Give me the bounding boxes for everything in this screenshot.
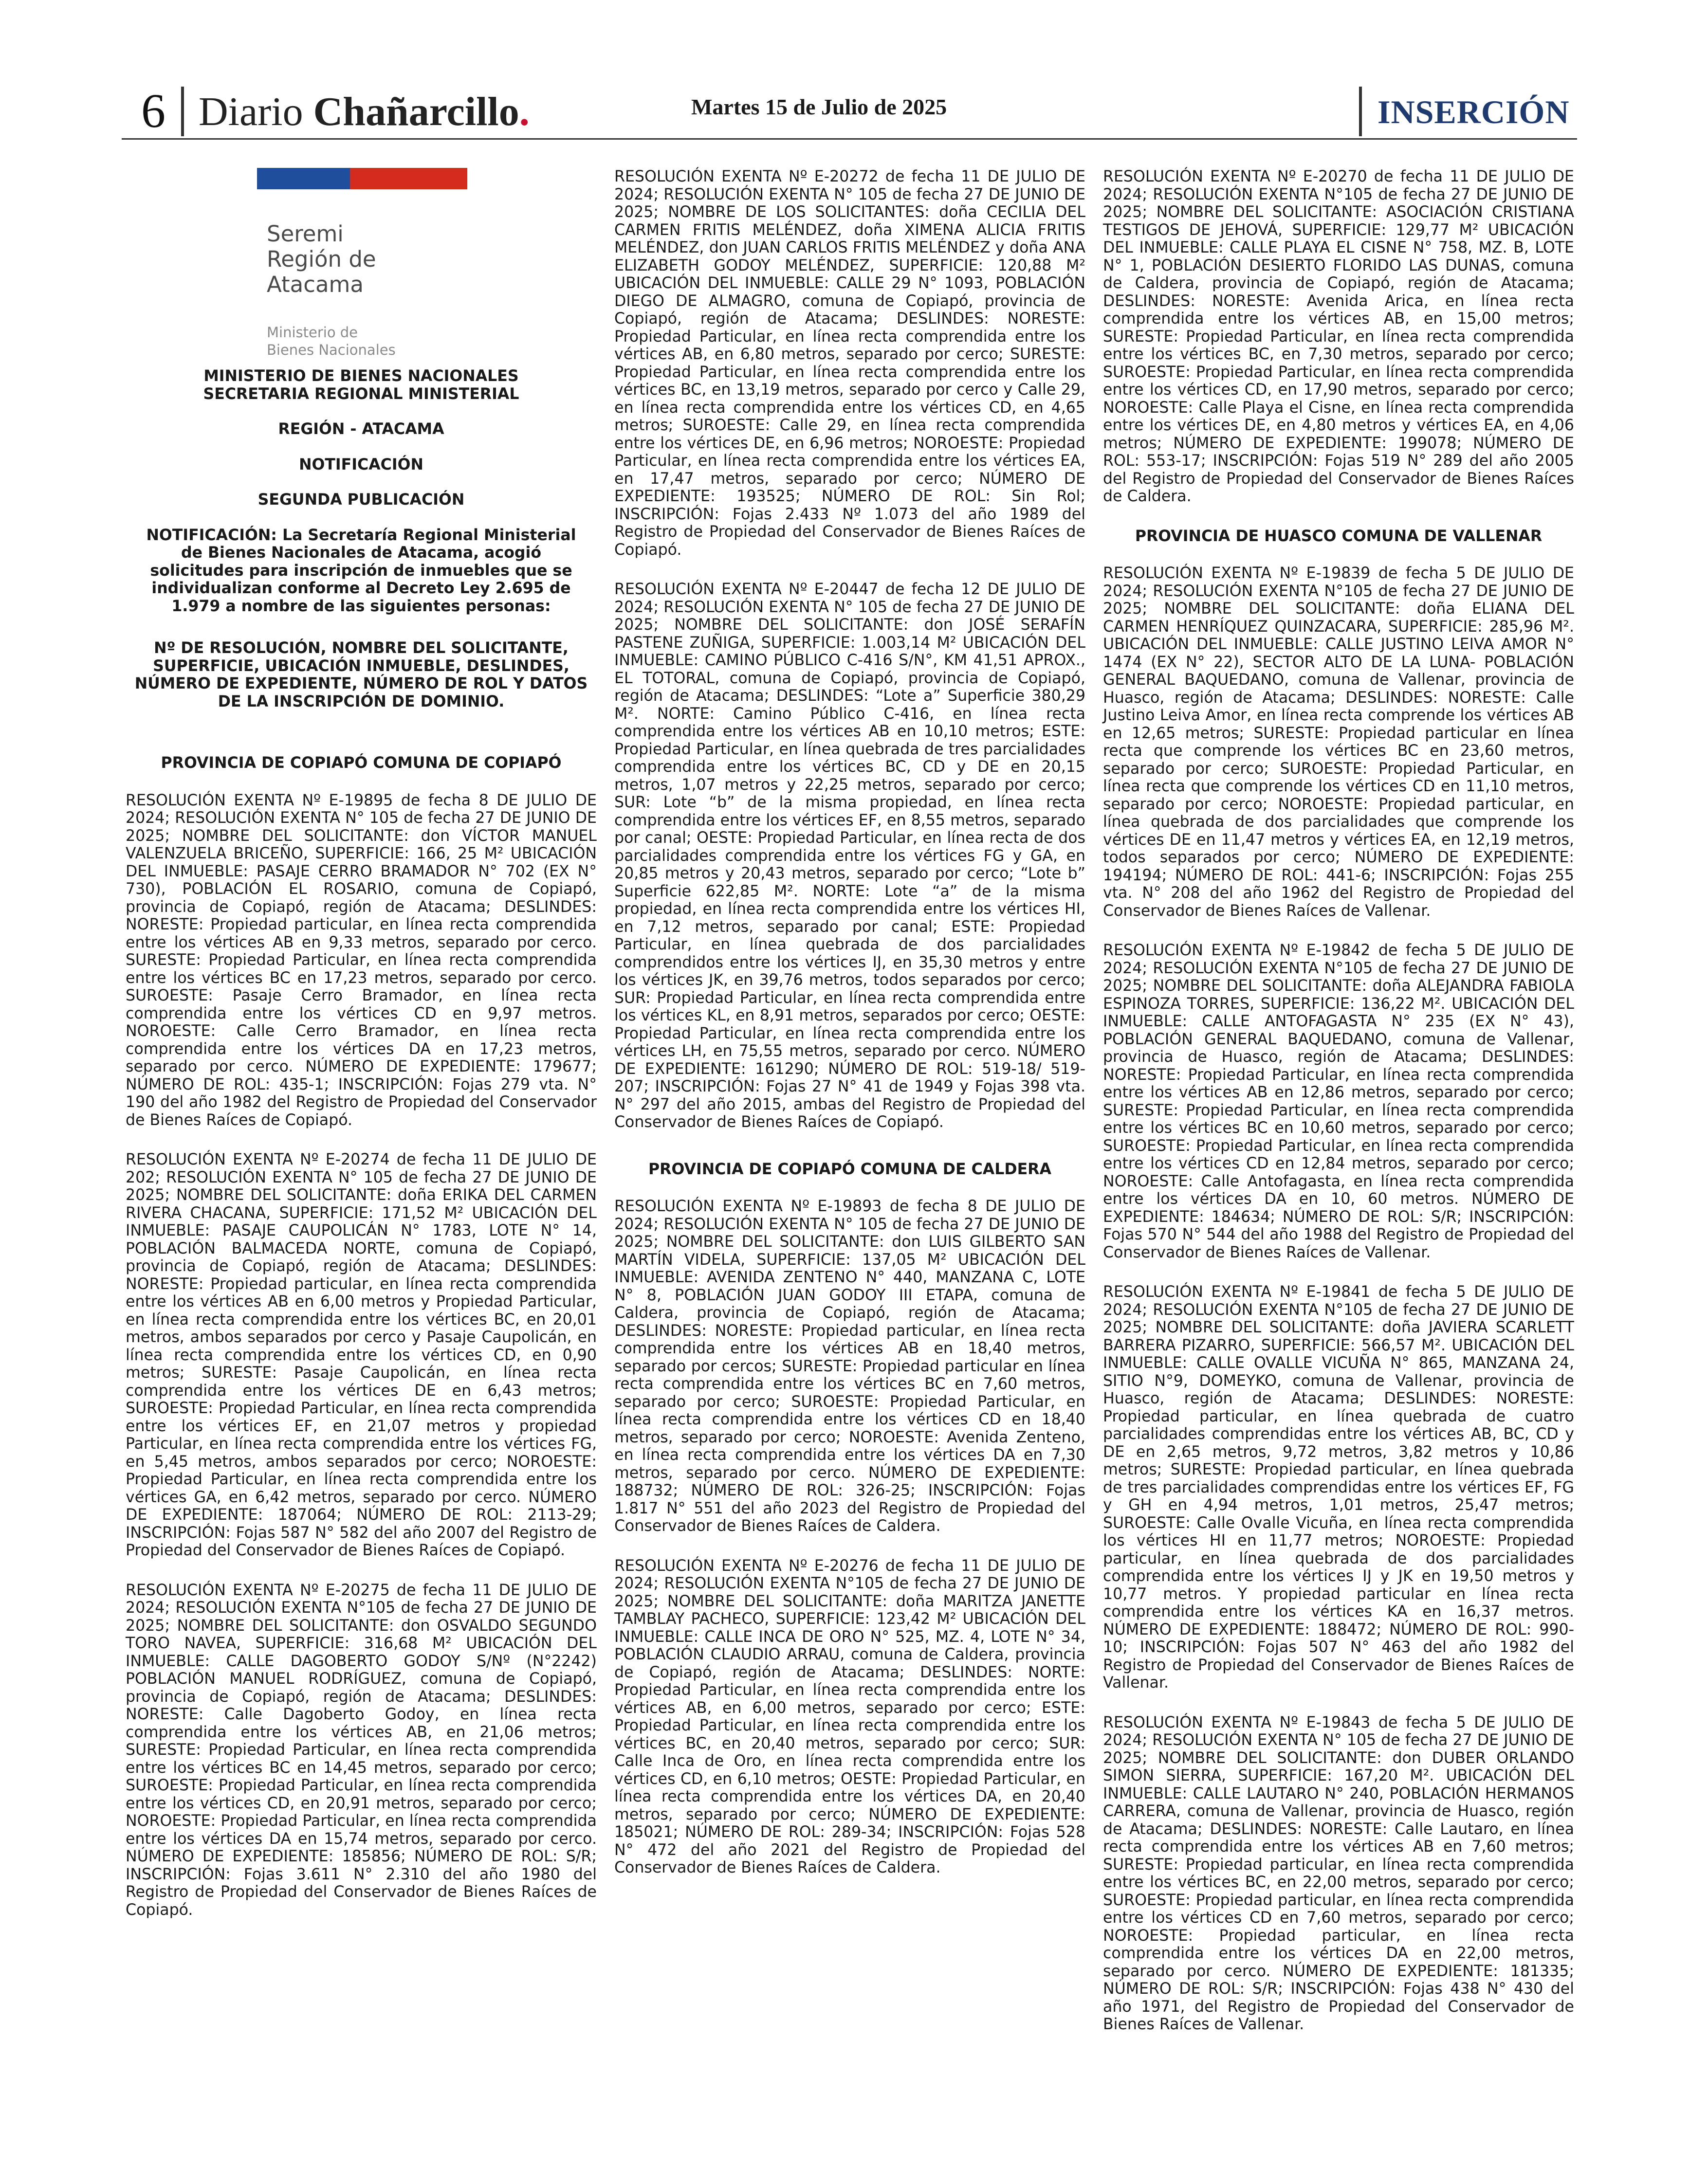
secretaria-name: SECRETARIA REGIONAL MINISTERIAL: [203, 385, 519, 403]
column-3: [1103, 168, 1574, 2056]
header-divider-right: [1359, 87, 1362, 136]
masthead-prefix: Diario: [199, 89, 303, 134]
column-1: [126, 168, 597, 1941]
notice-intro: NOTIFICACIÓN: La Secretaría Regional Ministerial de Bienes Nacionales de Atacama, acogió solicitudes para inscripción de inmuebles que se individualizan conforme al Decreto Ley 2.695 de 1.979 a nombre de las siguientes personas:: [146, 526, 576, 615]
entry-e20276: RESOLUCIÓN EXENTA Nº E-20276 de fecha 11 DE JULIO DE 2024; RESOLUCIÓN EXENTA N°105 de fecha 27 DE JUNIO DE 2025; NOMBRE DEL SOLICITANTE: doña MARITZA JANETTE TAMBLAY PACHECO, SUPERFICIE: 123,42 M² UBICACIÓN DEL INMUEBLE: CALLE INCA DE ORO N° 525, MZ. 4, LOTE N° 34, POBLACIÓN CLAUDIO ARRAU, comuna de Caldera, provincia de Copiapó, región de Atacama; DESLINDES: NORTE: Propiedad Particular, en línea recta comprendida entre los vértices AB, en 6,00 metros, separado por cerco; ESTE: Propiedad Particular, en línea recta comprendida entre los vértices BC, en 20,40 metros, separado por cerco; SUR: Calle Inca de Oro, en línea recta comprendida entre los vértices CD, en 6,10 metros; OESTE: Propiedad Particular, en línea recta comprendida entre los vértices DA, en 20,40 metros, separado por cerco; NÚMERO DE EXPEDIENTE: 185021; NÚMERO DE ROL: 289-34; INSCRIPCIÓN: Fojas 528 N° 472 del año 2021 del Registro de Propiedad del Conservador de Bienes Raíces de Caldera.: [614, 1557, 1085, 1876]
notice-fields: Nº DE RESOLUCIÓN, NOMBRE DEL SOLICITANTE, SUPERFICIE, UBICACIÓN INMUEBLE, DESLINDES, NÚMERO DE EXPEDIENTE, NÚMERO DE ROL Y DATOS DE LA INSCRIPCIÓN DE DOMINIO.: [134, 639, 588, 710]
entry-e19839: RESOLUCIÓN EXENTA Nº E-19839 de fecha 5 DE JULIO DE 2024; RESOLUCIÓN EXENTA N°105 de fecha 27 DE JUNIO DE 2025; NOMBRE DEL SOLICITANTE: doña ELIANA DEL CARMEN HENRÍQUEZ QUINZACARA, SUPERFICIE: 285,96 M². UBICACIÓN DEL INMUEBLE: CALLE JUSTINO LEIVA AMOR N° 1474 (EX N° 22), SECTOR ALTO DE LA LUNA- POBLACIÓN GENERAL BAQUEDANO, comuna de Vallenar, provincia de Huasco, región de Atacama; DESLINDES: NORESTE: Calle Justino Leiva Amor, en línea recta comprende los vértices AB en 12,65 metros; SURESTE: Propiedad particular en línea recta que comprende los vértices BC en 23,60 metros, separado por cerco; SUROESTE: Propiedad Particular, en línea recta que comprende los vértices CD en 11,10 metros, separado por cerco; NOROESTE: Propiedad particular, en línea quebrada de dos parcialidades que comprende los vértices DE en 11,47 metros y vértices EA, en 12,19 metros, todos separados por cerco; NÚMERO DE EXPEDIENTE: 194194; NÚMERO DE ROL: 441-6; INSCRIPCIÓN: Fojas 255 vta. N° 208 del año 1962 del Registro de Propiedad del Conservador de Bienes Raíces de Vallenar.: [1103, 564, 1574, 920]
masthead-dot: .: [519, 89, 530, 134]
entry-e20275: RESOLUCIÓN EXENTA Nº E-20275 de fecha 11 DE JULIO DE 2024; RESOLUCIÓN EXENTA N°105 de fecha 27 DE JUNIO DE 2025; NOMBRE DEL SOLICITANTE: don OSVALDO SEGUNDO TORO NAVEA, SUPERFICIE: 316,68 M² UBICACIÓN DEL INMUEBLE: CALLE DAGOBERTO GODOY S/Nº (N°2242) POBLACIÓN MANUEL RODRÍGUEZ, comuna de Copiapó, provincia de Copiapó, región de Atacama; DESLINDES: NORESTE: Calle Dagoberto Godoy, en línea recta comprendida entre los vértices AB, en 21,06 metros; SURESTE: Propiedad Particular, en línea recta comprendida entre los vértices BC en 14,45 metros, separado por cerco; SUROESTE: Propiedad Particular, en línea recta comprendida entre los vértices CD, en 20,91 metros, separado por cerco; NOROESTE: Propiedad Particular, en línea recta comprendida entre los vértices DA en 15,74 metros, separado por cerco. NÚMERO DE EXPEDIENTE: 185856; NÚMERO DE ROL: S/R; INSCRIPCIÓN: Fojas 3.611 N° 2.310 del año 1980 del Registro de Propiedad del Conservador de Bienes Raíces de Copiapó.: [126, 1581, 597, 1919]
publication-label: SEGUNDA PUBLICACIÓN: [257, 491, 465, 509]
logo-subtitle: Ministerio de Bienes Nacionales: [267, 324, 396, 358]
column-2: [614, 168, 1085, 1899]
entry-e20270: RESOLUCIÓN EXENTA Nº E-20270 de fecha 11 DE JULIO DE 2024; RESOLUCIÓN EXENTA N°105 de fecha 27 DE JUNIO DE 2025; NOMBRE DEL SOLICITANTE: ASOCIACIÓN CRISTIANA TESTIGOS DE JEHOVÁ, SUPERFICIE: 129,77 M² UBICACIÓN DEL INMUEBLE: CALLE PLAYA EL CISNE N° 758, MZ. B, LOTE N° 1, POBLACIÓN DESIERTO FLORIDO LAS DUNAS, comuna de Caldera, provincia de Copiapó, región de Atacama; DESLINDES: NORESTE: Avenida Arica, en línea recta comprendida entre los vértices AB, en 15,00 metros; SURESTE: Propiedad Particular, en línea recta comprendida entre los vértices BC, en 7,30 metros, separado por cerco; SUROESTE: Propiedad Particular, en línea recta comprendida entre los vértices CD, en 17,90 metros, separado por cerco; NOROESTE: Calle Playa el Cisne, en línea recta comprendida entre los vértices DE, en 4,80 metros y vértices EA, en 4,06 metros; NÚMERO DE EXPEDIENTE: 199078; NÚMERO DE ROL: 553-17; INSCRIPCIÓN: Fojas 519 N° 289 del año 2005 del Registro de Propiedad del Conservador de Bienes Raíces de Caldera.: [1103, 168, 1574, 505]
entry-e19841: RESOLUCIÓN EXENTA Nº E-19841 de fecha 5 DE JULIO DE 2024; RESOLUCIÓN EXENTA N°105 de fecha 27 DE JUNIO DE 2025; NOMBRE DEL SOLICITANTE: doña JAVIERA SCARLETT BARRERA PIZARRO, SUPERFICIE: 566,57 M². UBICACIÓN DEL INMUEBLE: CALLE OVALLE VICUÑA N° 865, MANZANA 24, SITIO N°9, DOMEYKO, comuna de Vallenar, provincia de Huasco, región de Atacama; DESLINDES: NORESTE: Propiedad particular, en línea quebrada de cuatro parcialidades comprendidas entre los vértices AB, BC, CD y DE en 2,65 metros, 9,72 metros, 3,82 metros y 10,86 metros; SURESTE: Propiedad particular, en línea quebrada de tres parcialidades comprendidas entre los vértices EF, FG y GH en 4,94 metros, 1,01 metros, 25,47 metros; SUROESTE: Calle Ovalle Vicuña, en línea recta comprendida los vértices HI en 11,77 metros; NOROESTE: Propiedad particular, en línea quebrada de dos parcialidades comprendida entre los vértices IJ y JK en 19,50 metros y 10,77 metros. Y propiedad particular en línea recta comprendida entre los vértices KA en 16,37 metros. NÚMERO DE EXPEDIENTE: 188472; NÚMERO DE ROL: 990-10; INSCRIPCIÓN: Fojas 507 N° 463 del año 1982 del Registro de Propiedad del Conservador de Bienes Raíces de Vallenar.: [1103, 1283, 1574, 1692]
issue-date: Martes 15 de Julio de 2025: [691, 94, 947, 119]
header-divider: [181, 87, 184, 136]
region-label: REGIÓN - ATACAMA: [278, 420, 444, 438]
province-heading-caldera: PROVINCIA DE COPIAPÓ COMUNA DE CALDERA: [648, 1160, 1051, 1178]
masthead: [199, 88, 530, 136]
entry-e20447: RESOLUCIÓN EXENTA Nº E-20447 de fecha 12 DE JULIO DE 2024; RESOLUCIÓN EXENTA N° 105 de fecha 27 DE JUNIO DE 2025; NOMBRE DEL SOLICITANTE: don JOSÉ SERAFÍN PASTENE ZUÑIGA, SUPERFICIE: 1.003,14 M² UBICACIÓN DEL INMUEBLE: CAMINO PÚBLICO C-416 S/N°, KM 41,51 APROX., EL TOTORAL, comuna de Copiapó, provincia de Copiapó, región de Atacama; DESLINDES: “Lote a” Superficie 380,29 M². NORTE: Camino Público C-416, en línea recta comprendida entre los vértices AB en 10,10 metros; ESTE: Propiedad Particular, en línea quebrada de tres parcialidades comprendida entre los vértices BC, CD y DE en 20,15 metros, 1,07 metros y 22,25 metros, separado por cerco; SUR: Lote “b” de la misma propiedad, en línea recta comprendida entre los vértices EF, en 8,55 metros, separado por canal; OESTE: Propiedad Particular, en línea recta de dos parcialidades comprendida entre los vértices FG y GA, en 20,85 metros y 20,43 metros, separado por cerco; “Lote b” Superficie 622,85 M². NORTE: Lote “a” de la misma propiedad, en línea recta comprendida entre los vértices HI, en 7,12 metros, separado por canal; ESTE: Propiedad Particular, en línea quebrada de dos parcialidades comprendidos entre los vértices IJ, en 35,30 metros y entre los vértices JK, en 39,76 metros, todos separados por cerco; SUR: Propiedad Particular, en línea recta comprendida entre los vértices KL, en 8,91 metros, separados por cerco; OESTE: Propiedad Particular, en línea recta comprendida entre los vértices LH, en 75,55 metros, separado por cerco. NÚMERO DE EXPEDIENTE: 161290; NÚMERO DE ROL: 519-18/ 519-207; INSCRIPCIÓN: Fojas 27 N° 41 de 1949 y Fojas 398 vta. N° 297 del año 2015, ambas del Registro de Propiedad del Conservador de Bienes Raíces de Copiapó.: [614, 581, 1085, 1131]
entry-e19843: RESOLUCIÓN EXENTA Nº E-19843 de fecha 5 DE JULIO DE 2024; RESOLUCIÓN EXENTA N° 105 de fecha 27 DE JUNIO DE 2025; NOMBRE DEL SOLICITANTE: don DUBER ORLANDO SIMON SIERRA, SUPERFICIE: 167,20 M². UBICACIÓN DEL INMUEBLE: CALLE LAUTARO N° 240, POBLACIÓN HERMANOS CARRERA, comuna de Vallenar, provincia de Huasco, región de Atacama; DESLINDES: NORESTE: Calle Lautaro, en línea recta comprendida entre los vértices AB en 7,60 metros; SURESTE: Propiedad particular, en línea recta comprendida entre los vértices BC, en 22,00 metros, separado por cerco; SUROESTE: Propiedad particular, en línea recta comprendida entre los vértices CD en 7,60 metros, separado por cerco; NOROESTE: Propiedad particular, en línea recta comprendida entre los vértices DA en 22,00 metros, separado por cerco. NÚMERO DE EXPEDIENTE: 181335; NÚMERO DE ROL: S/R; INSCRIPCIÓN: Fojas 438 N° 430 del año 1971, del Registro de Propiedad del Conservador de Bienes Raíces de Vallenar.: [1103, 1713, 1574, 2033]
seremi-logo: [126, 168, 597, 367]
entry-e19893: RESOLUCIÓN EXENTA Nº E-19893 de fecha 8 DE JULIO DE 2024; RESOLUCIÓN EXENTA N° 105 de fecha 27 DE JUNIO DE 2025; NOMBRE DEL SOLICITANTE: don LUIS GILBERTO SAN MARTÍN VIDELA, SUPERFICIE: 137,05 M² UBICACIÓN DEL INMUEBLE: AVENIDA ZENTENO N° 440, MANZANA C, LOTE N° 8, POBLACIÓN JUAN GODOY III ETAPA, comuna de Caldera, provincia de Copiapó, región de Atacama; DESLINDES: NORESTE: Propiedad particular, en línea recta comprendida entre los vértices AB en 18,40 metros, separado por cercos; SURESTE: Propiedad particular en línea recta comprendida entre los vértices BC en 7,60 metros, separado por cerco; SUROESTE: Propiedad Particular, en línea recta comprendida entre los vértices CD en 18,40 metros, separado por cerco; NOROESTE: Avenida Zenteno, en línea recta comprendida entre los vértices DA en 7,30 metros, separado por cerco. NÚMERO DE EXPEDIENTE: 188732; NÚMERO DE ROL: 326-25; INSCRIPCIÓN: Fojas 1.817 N° 551 del año 2023 del Registro de Propiedad del Conservador de Bienes Raíces de Caldera.: [614, 1198, 1085, 1535]
header-rule: [122, 138, 1577, 140]
entry-e20272: RESOLUCIÓN EXENTA Nº E-20272 de fecha 11 DE JULIO DE 2024; RESOLUCIÓN EXENTA N° 105 de fecha 27 DE JUNIO DE 2025; NOMBRE DE LOS SOLICITANTES: doña CECILIA DEL CARMEN FRITIS MELÉNDEZ, doña XIMENA ALICIA FRITIS MELÉNDEZ, don JUAN CARLOS FRITIS MELÉNDEZ y doña ANA ELIZABETH GODOY MELÉNDEZ, SUPERFICIE: 120,88 M² UBICACIÓN DEL INMUEBLE: CALLE 29 N° 1093, POBLACIÓN DIEGO DE ALMAGRO, comuna de Copiapó, provincia de Copiapó, región de Atacama; DESLINDES: NORESTE: Propiedad Particular, en línea recta comprendida entre los vértices AB, en 6,80 metros, separado por cerco; SURESTE: Propiedad Particular, en línea recta comprendida entre los vértices BC, en 13,19 metros, separado por cerco y Calle 29, en línea recta comprendida entre los vértices CD, en 4,65 metros; SUROESTE: Calle 29, en línea recta comprendida entre los vértices DE, en 6,96 metros; NOROESTE: Propiedad Particular, en línea recta comprendida entre los vértices EA, en 17,47 metros, separado por cerco; NÚMERO DE EXPEDIENTE: 193525; NÚMERO DE ROL: Sin Rol; INSCRIPCIÓN: Fojas 2.433 Nº 1.073 del año 1989 del Registro de Propiedad del Conservador de Bienes Raíces de Copiapó.: [614, 168, 1085, 559]
section-label: INSERCIÓN: [1378, 93, 1570, 130]
province-heading-vallenar: PROVINCIA DE HUASCO COMUNA DE VALLENAR: [1135, 527, 1543, 545]
entry-e20274: RESOLUCIÓN EXENTA Nº E-20274 de fecha 11 DE JULIO DE 202; RESOLUCIÓN EXENTA N° 105 de fecha 27 DE JUNIO DE 2025; NOMBRE DEL SOLICITANTE: doña ERIKA DEL CARMEN RIVERA CHACANA, SUPERFICIE: 171,52 M² UBICACIÓN DEL INMUEBLE: PASAJE CAUPOLICÁN N° 1783, LOTE N° 14, POBLACIÓN BALMACEDA NORTE, comuna de Copiapó, provincia de Copiapó, región de Atacama; DESLINDES: NORESTE: Propiedad particular, en línea recta comprendida entre los vértices AB en 6,00 metros y Propiedad Particular, en línea recta comprendida entre los vértices BC, en 20,01 metros, ambos separados por cerco y Pasaje Caupolicán, en línea recta comprendida entre los vértices CD, en 0,90 metros; SURESTE: Pasaje Caupolicán, en línea recta comprendida entre los vértices DE en 6,43 metros; SUROESTE: Propiedad Particular, en línea recta comprendida entre los vértices EF, en 21,07 metros y propiedad Particular, en línea recta comprendida entre los vértices FG, en 5,45 metros, ambos separados por cerco; NOROESTE: Propiedad Particular, en línea recta comprendida entre los vértices GA, en 6,42 metros, separado por cerco. NÚMERO DE EXPEDIENTE: 187064; NÚMERO DE ROL: 2113-29; INSCRIPCIÓN: Fojas 587 N° 582 del año 2007 del Registro de Propiedad del Conservador de Bienes Raíces de Copiapó.: [126, 1151, 597, 1559]
page-header: [0, 0, 1690, 141]
notice-type: NOTIFICACIÓN: [299, 455, 423, 473]
entry-e19842: RESOLUCIÓN EXENTA Nº E-19842 de fecha 5 DE JULIO DE 2024; RESOLUCIÓN EXENTA N°105 de fecha 27 DE JUNIO DE 2025; NOMBRE DEL SOLICITANTE: doña ALEJANDRA FABIOLA ESPINOZA TORRES, SUPERFICIE: 136,22 M². UBICACIÓN DEL INMUEBLE: CALLE ANTOFAGASTA N° 235 (EX N° 43), POBLACIÓN GENERAL BAQUEDANO, comuna de Vallenar, provincia de Huasco, región de Atacama; DESLINDES: NORESTE: Propiedad Particular, en línea recta comprendida entre los vértices AB en 12,86 metros, separado por cerco; SURESTE: Propiedad Particular, en línea recta comprendida entre los vértices BC en 10,60 metros, separado por cerco; SUROESTE: Propiedad Particular, en línea recta comprendida entre los vértices CD en 12,84 metros, separado por cerco; NOROESTE: Calle Antofagasta, en línea recta comprendida entre los vértices DA en 10, 60 metros. NÚMERO DE EXPEDIENTE: 184634; NÚMERO DE ROL: S/R; INSCRIPCIÓN: Fojas 570 N° 544 del año 1988 del Registro de Propiedad del Conservador de Bienes Raíces de Vallenar.: [1103, 942, 1574, 1261]
masthead-name: Chañarcillo: [313, 89, 519, 134]
logo-title: Seremi Región de Atacama: [267, 221, 376, 297]
entry-e19895: RESOLUCIÓN EXENTA Nº E-19895 de fecha 8 DE JULIO DE 2024; RESOLUCIÓN EXENTA N° 105 de fecha 27 DE JUNIO DE 2025; NOMBRE DEL SOLICITANTE: don VÍCTOR MANUEL VALENZUELA BRICEÑO, SUPERFICIE: 166, 25 M² UBICACIÓN DEL INMUEBLE: PASAJE CERRO BRAMADOR N° 702 (EX N° 730), POBLACIÓN EL ROSARIO, comuna de Copiapó, provincia de Copiapó, región de Atacama; DESLINDES: NORESTE: Propiedad particular, en línea recta comprendida entre los vértices AB en 9,33 metros, separado por cerco. SURESTE: Propiedad Particular, en línea recta comprendida entre los vértices BC en 17,23 metros, separado por cerco. SUROESTE: Pasaje Cerro Bramador, en línea recta comprendida entre los vértices CD en 9,97 metros. NOROESTE: Calle Cerro Bramador, en línea recta comprendida entre los vértices DA en 17,23 metros, separado por cerco. NÚMERO DE EXPEDIENTE: 179677; NÚMERO DE ROL: 435-1; INSCRIPCIÓN: Fojas 279 vta. N° 190 del año 1982 del Registro de Propiedad del Conservador de Bienes Raíces de Copiapó.: [126, 791, 597, 1129]
province-heading-copiapo: PROVINCIA DE COPIAPÓ COMUNA DE COPIAPÓ: [161, 754, 562, 772]
page-number: 6: [141, 84, 165, 138]
chile-flag-bar: [257, 168, 467, 189]
notice-header: [126, 367, 597, 710]
ministry-name: MINISTERIO DE BIENES NACIONALES: [203, 367, 519, 385]
